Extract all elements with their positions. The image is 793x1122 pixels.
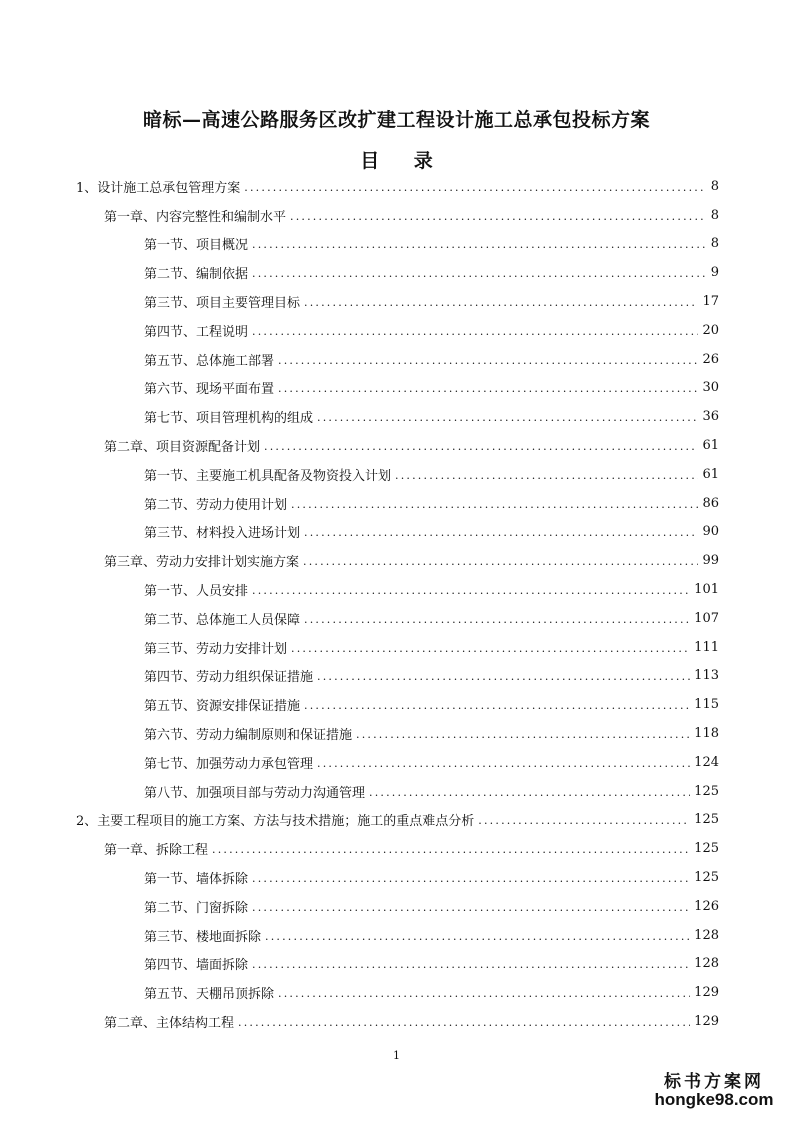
toc-entry-page: 115 bbox=[694, 697, 719, 713]
toc-dot-leader bbox=[304, 527, 698, 538]
toc-entry-page: 8 bbox=[710, 236, 719, 252]
toc-dot-leader bbox=[290, 211, 705, 222]
toc-dot-leader bbox=[252, 268, 705, 279]
toc-entry-label: 第二节、编制依据 bbox=[144, 267, 249, 283]
toc-entry-label: 第五节、天棚吊顶拆除 bbox=[144, 987, 275, 1003]
toc-entry-page: 20 bbox=[702, 322, 719, 338]
toc-dot-leader bbox=[478, 815, 690, 826]
toc-dot-leader bbox=[278, 355, 698, 366]
toc-dot-leader bbox=[252, 239, 705, 250]
toc-entry[interactable] bbox=[0, 777, 793, 806]
toc-entry-page: 128 bbox=[694, 956, 719, 972]
table-of-contents bbox=[0, 172, 793, 1036]
toc-entry-label: 第三节、劳动力安排计划 bbox=[144, 641, 288, 657]
toc-dot-leader bbox=[278, 383, 698, 394]
toc-entry[interactable] bbox=[0, 258, 793, 287]
toc-entry-page: 124 bbox=[694, 754, 719, 770]
toc-dot-leader bbox=[264, 441, 698, 452]
toc-entry-page: 125 bbox=[694, 841, 719, 857]
toc-dot-leader bbox=[356, 729, 690, 740]
toc-entry[interactable] bbox=[0, 546, 793, 575]
toc-entry-page: 101 bbox=[694, 582, 719, 598]
document-title: 暗标—高速公路服务区改扩建工程设计施工总承包投标方案 bbox=[142, 109, 650, 131]
toc-entry[interactable] bbox=[0, 489, 793, 518]
toc-entry[interactable] bbox=[0, 431, 793, 460]
toc-entry-label: 第五节、资源安排保证措施 bbox=[144, 699, 301, 715]
toc-entry[interactable] bbox=[0, 460, 793, 489]
toc-entry-label: 第三节、项目主要管理目标 bbox=[144, 296, 301, 312]
toc-entry[interactable] bbox=[0, 316, 793, 345]
toc-dot-leader bbox=[252, 585, 690, 596]
toc-entry-label: 第一节、项目概况 bbox=[144, 238, 249, 254]
toc-entry-label: 1、设计施工总承包管理方案 bbox=[76, 180, 241, 196]
toc-dot-leader bbox=[304, 700, 690, 711]
toc-entry-label: 2、主要工程项目的施工方案、方法与技术措施；施工的重点难点分析 bbox=[76, 814, 475, 830]
toc-entry[interactable] bbox=[0, 575, 793, 604]
watermark-url-text: hongke98.com bbox=[654, 1090, 774, 1110]
toc-entry-label: 第二章、项目资源配备计划 bbox=[104, 440, 261, 456]
toc-dot-leader bbox=[252, 902, 690, 913]
toc-entry[interactable] bbox=[0, 201, 793, 230]
toc-entry[interactable] bbox=[0, 950, 793, 979]
toc-entry-label: 第五节、总体施工部署 bbox=[144, 353, 275, 369]
toc-entry-page: 8 bbox=[710, 178, 719, 194]
toc-entry[interactable] bbox=[0, 287, 793, 316]
toc-entry-label: 第一章、内容完整性和编制水平 bbox=[104, 209, 287, 225]
toc-entry[interactable] bbox=[0, 1007, 793, 1036]
toc-dot-leader bbox=[291, 499, 698, 510]
toc-entry-page: 129 bbox=[694, 1014, 719, 1029]
toc-entry-page: 61 bbox=[702, 466, 719, 482]
toc-dot-leader bbox=[304, 614, 690, 625]
toc-entry-page: 36 bbox=[702, 409, 719, 425]
toc-entry-page: 86 bbox=[702, 495, 719, 511]
toc-entry[interactable] bbox=[0, 172, 793, 201]
toc-entry-label: 第七节、项目管理机构的组成 bbox=[144, 411, 314, 427]
toc-entry[interactable] bbox=[0, 345, 793, 374]
toc-entry-label: 第六节、现场平面布置 bbox=[144, 382, 275, 398]
toc-entry-page: 129 bbox=[694, 985, 719, 1001]
toc-entry-page: 8 bbox=[710, 207, 719, 223]
toc-entry-label: 第二节、门窗拆除 bbox=[144, 900, 249, 916]
toc-entry-label: 第八节、加强项目部与劳动力沟通管理 bbox=[144, 785, 366, 801]
toc-entry-label: 第四节、墙面拆除 bbox=[144, 958, 249, 974]
toc-entry-page: 125 bbox=[694, 783, 719, 799]
toc-entry-label: 第一节、人员安排 bbox=[144, 584, 249, 600]
toc-entry-label: 第二节、劳动力使用计划 bbox=[144, 497, 288, 513]
toc-entry-page: 128 bbox=[694, 927, 719, 943]
toc-dot-leader bbox=[278, 988, 690, 999]
toc-entry-label: 第三节、材料投入进场计划 bbox=[144, 526, 301, 542]
toc-entry[interactable] bbox=[0, 863, 793, 892]
page-number: 1 bbox=[393, 1049, 400, 1062]
toc-entry[interactable] bbox=[0, 892, 793, 921]
toc-entry-label: 第七节、加强劳动力承包管理 bbox=[144, 756, 314, 772]
toc-entry[interactable] bbox=[0, 690, 793, 719]
site-watermark bbox=[647, 1073, 781, 1110]
toc-dot-leader bbox=[252, 959, 690, 970]
toc-entry[interactable] bbox=[0, 806, 793, 835]
toc-entry[interactable] bbox=[0, 978, 793, 1007]
toc-dot-leader bbox=[238, 1017, 690, 1028]
toc-dot-leader bbox=[252, 326, 698, 337]
toc-dot-leader bbox=[369, 787, 690, 798]
toc-entry-label: 第一节、墙体拆除 bbox=[144, 872, 249, 888]
toc-entry[interactable] bbox=[0, 374, 793, 403]
toc-entry-page: 125 bbox=[694, 870, 719, 886]
toc-entry-page: 90 bbox=[702, 524, 719, 540]
toc-entry[interactable] bbox=[0, 230, 793, 259]
toc-entry-page: 125 bbox=[694, 812, 719, 828]
toc-entry[interactable] bbox=[0, 633, 793, 662]
toc-entry[interactable] bbox=[0, 834, 793, 863]
toc-entry-label: 第三章、劳动力安排计划实施方案 bbox=[104, 555, 300, 571]
toc-dot-leader bbox=[304, 297, 698, 308]
toc-entry[interactable] bbox=[0, 921, 793, 950]
toc-dot-leader bbox=[265, 931, 690, 942]
toc-entry-page: 126 bbox=[694, 898, 719, 914]
toc-dot-leader bbox=[317, 412, 698, 423]
toc-entry-label: 第二节、总体施工人员保障 bbox=[144, 612, 301, 628]
toc-dot-leader bbox=[317, 758, 690, 769]
toc-entry[interactable] bbox=[0, 748, 793, 777]
toc-entry-label: 第四节、工程说明 bbox=[144, 324, 249, 340]
toc-entry-page: 111 bbox=[694, 639, 719, 655]
toc-entry-label: 第六节、劳动力编制原则和保证措施 bbox=[144, 728, 353, 744]
toc-entry-page: 118 bbox=[694, 726, 719, 742]
toc-entry-page: 107 bbox=[694, 610, 719, 626]
toc-entry-page: 9 bbox=[710, 265, 719, 281]
toc-entry[interactable] bbox=[0, 662, 793, 691]
toc-entry[interactable] bbox=[0, 719, 793, 748]
toc-entry-label: 第四节、劳动力组织保证措施 bbox=[144, 670, 314, 686]
toc-entry-page: 113 bbox=[694, 668, 719, 684]
toc-entry[interactable] bbox=[0, 518, 793, 547]
toc-entry-page: 99 bbox=[702, 553, 719, 569]
toc-dot-leader bbox=[291, 643, 690, 654]
toc-dot-leader bbox=[212, 844, 690, 855]
toc-entry-page: 61 bbox=[702, 438, 719, 454]
toc-dot-leader bbox=[252, 873, 690, 884]
toc-entry[interactable] bbox=[0, 604, 793, 633]
toc-entry-label: 第二章、主体结构工程 bbox=[104, 1016, 235, 1031]
toc-entry-label: 第一节、主要施工机具配备及物资投入计划 bbox=[144, 468, 392, 484]
toc-entry-page: 17 bbox=[702, 294, 719, 310]
toc-entry-label: 第三节、楼地面拆除 bbox=[144, 929, 262, 945]
toc-entry-page: 30 bbox=[702, 380, 719, 396]
toc-heading: 目 录 bbox=[360, 150, 447, 172]
toc-dot-leader bbox=[303, 556, 698, 567]
toc-dot-leader bbox=[244, 182, 705, 193]
toc-dot-leader bbox=[395, 470, 698, 481]
watermark-cn-text: 标书方案网 bbox=[664, 1071, 764, 1091]
toc-entry-page: 26 bbox=[702, 351, 719, 367]
toc-entry[interactable] bbox=[0, 402, 793, 431]
toc-dot-leader bbox=[317, 671, 690, 682]
toc-entry-label: 第一章、拆除工程 bbox=[104, 843, 209, 859]
